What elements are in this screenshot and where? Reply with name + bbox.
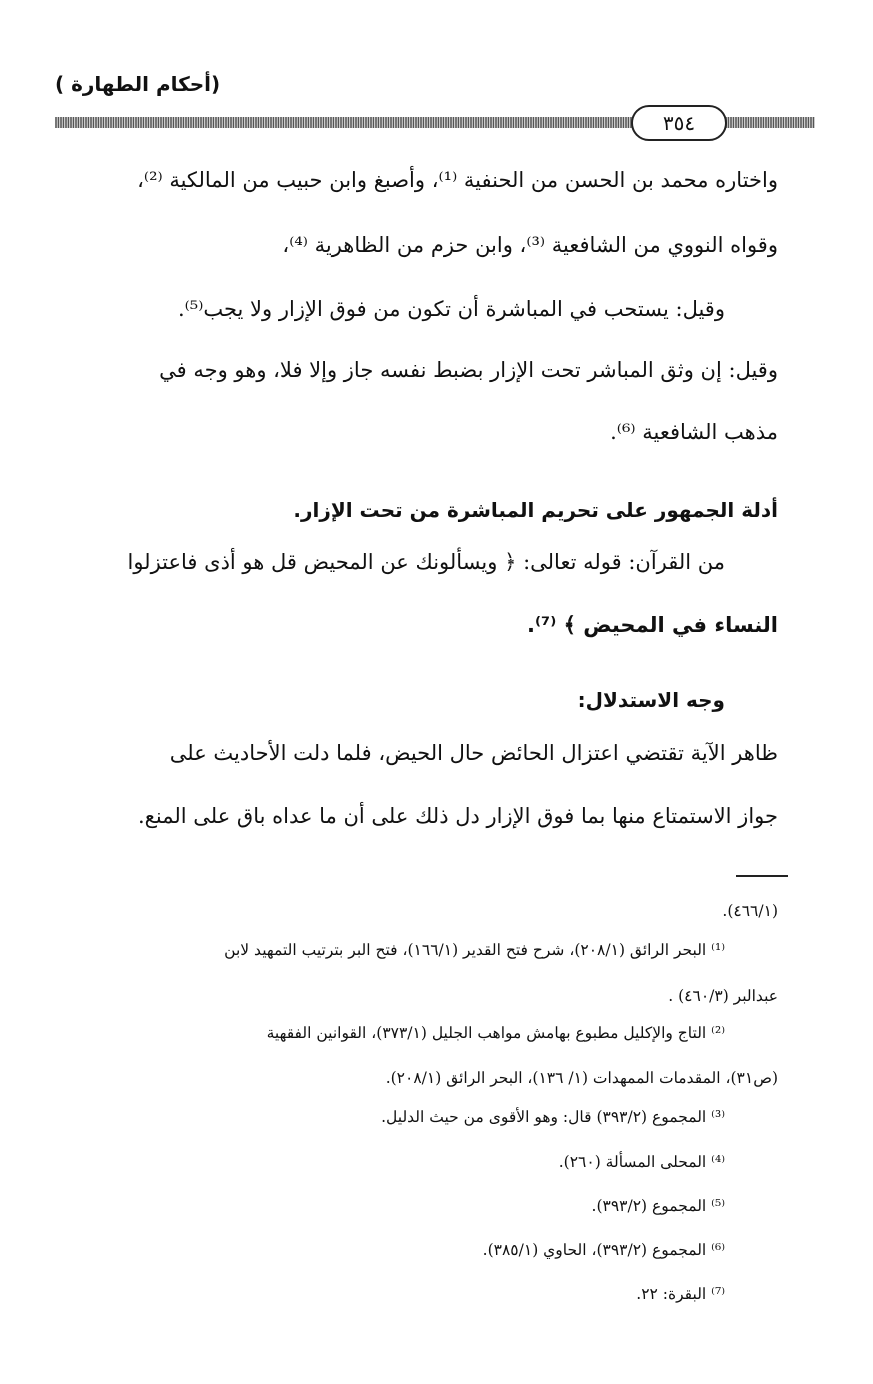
footnote-line: ⁽⁴⁾ المحلى المسألة (٢٦٠). <box>558 1153 725 1171</box>
paragraph-line: ظاهر الآية تقتضي اعتزال الحائض حال الحيض، فلما دلت الأحاديث على <box>169 741 778 765</box>
page-number: ٣٥٤ <box>631 105 727 141</box>
footnote-line: (٤٦٦/١). <box>722 902 778 920</box>
footnote-line: ⁽¹⁾ البحر الرائق (٢٠٨/١)، شرح فتح القدير (١٦٦/١)، فتح البر بترتيب التمهيد لابن <box>224 941 725 959</box>
paragraph-line: واختاره محمد بن الحسن من الحنفية ⁽¹⁾، وأصبغ وابن حبيب من المالكية ⁽²⁾، <box>137 168 778 192</box>
running-title: (أحكام الطهارة ) <box>55 72 221 96</box>
footnote-line: ⁽⁶⁾ المجموع (٣٩٣/٢)، الحاوي (٣٨٥/١). <box>482 1241 725 1259</box>
section-heading: أدلة الجمهور على تحريم المباشرة من تحت الإزار. <box>293 498 778 522</box>
footnote-line: ⁽³⁾ المجموع (٣٩٣/٢) قال: وهو الأقوى من حيث الدليل. <box>381 1108 725 1126</box>
paragraph-line: وقيل: إن وثق المباشر تحت الإزار بضبط نفسه جاز وإلا فلا، وهو وجه في <box>159 358 778 382</box>
quran-line-text: من القرآن: قوله تعالى: ﴿ ويسألونك عن المحيض قل هو أذى فاعتزلوا <box>127 550 725 574</box>
paragraph-line: جواز الاستمتاع منها بما فوق الإزار دل ذلك على أن ما عداه باق على المنع. <box>138 804 778 828</box>
footnote-line: عبدالبر (٤٦٠/٣) . <box>668 987 778 1005</box>
footnote-line: ⁽⁷⁾ البقرة: ٢٢. <box>636 1285 725 1303</box>
footnote-rule <box>736 875 788 877</box>
paragraph-line: وقيل: يستحب في المباشرة أن تكون من فوق الإزار ولا يجب⁽⁵⁾. <box>177 297 725 321</box>
footnote-line: (ص٣١)، المقدمات الممهدات (١/ ١٣٦)، البحر الرائق (٢٠٨/١). <box>385 1069 778 1087</box>
quran-line <box>60 550 725 574</box>
subheading: وجه الاستدلال: <box>577 688 725 712</box>
paragraph-line: مذهب الشافعية ⁽⁶⁾. <box>610 420 778 444</box>
paragraph-line: وقواه النووي من الشافعية ⁽³⁾، وابن حزم من الظاهرية ⁽⁴⁾، <box>282 233 778 257</box>
footnote-line: ⁽⁵⁾ المجموع (٣٩٣/٢). <box>591 1197 725 1215</box>
quran-line: النساء في المحيض ﴾ ⁽⁷⁾. <box>527 613 778 637</box>
footnote-line: ⁽²⁾ التاج والإكليل مطبوع بهامش مواهب الجليل (٣٧٣/١)، القوانين الفقهية <box>266 1024 725 1042</box>
